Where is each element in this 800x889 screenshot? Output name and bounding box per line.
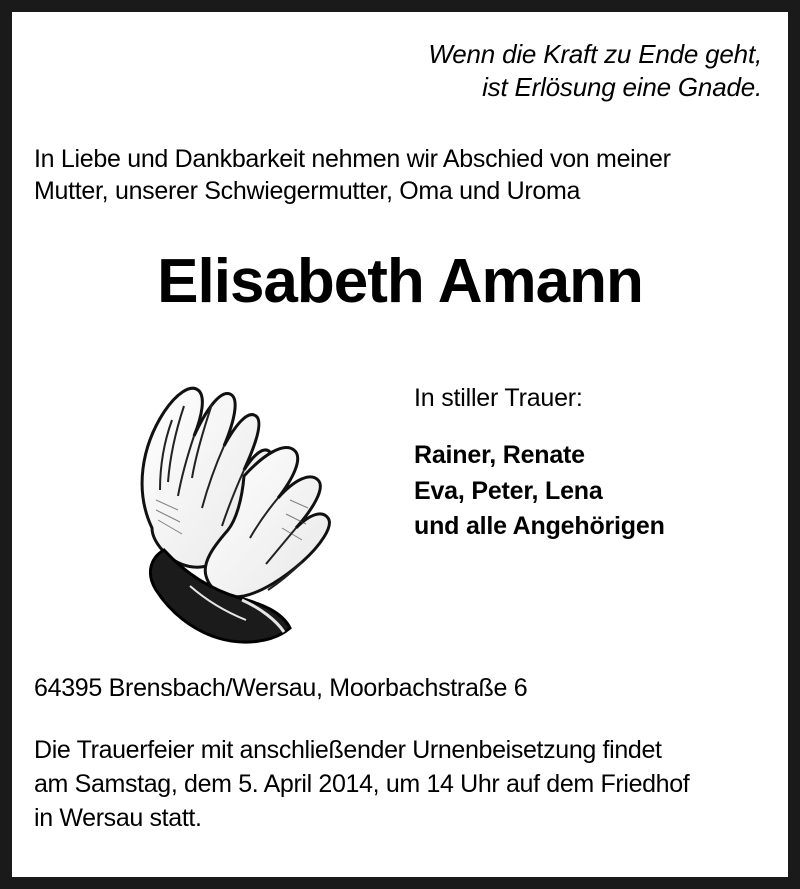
address-line: 64395 Brensbach/Wersau, Moorbachstraße 6 (34, 673, 528, 702)
mourner-line-3: und alle Angehörigen (414, 512, 665, 541)
mourners-names (414, 438, 665, 545)
intro-text (34, 143, 766, 208)
service-line-3: in Wersau statt. (34, 803, 202, 832)
middle-section (34, 350, 766, 650)
mourner-line-2: Eva, Peter, Lena (414, 476, 603, 505)
deceased-name: Elisabeth Amann (157, 246, 643, 316)
mourners-block (414, 382, 665, 545)
verse-line-2: ist Erlösung eine Gnade. (482, 72, 762, 103)
praying-hands-icon (94, 350, 364, 650)
service-details (34, 733, 766, 835)
memorial-verse (34, 38, 762, 105)
mourner-line-1: Rainer, Renate (414, 441, 585, 470)
service-line-1: Die Trauerfeier mit anschließender Urnenbeisetzung findet (34, 735, 662, 764)
obituary-inner-frame (12, 12, 788, 877)
mourning-label: In stiller Trauer: (414, 383, 583, 412)
service-line-2: am Samstag, dem 5. April 2014, um 14 Uhr auf dem Friedhof (34, 769, 690, 798)
intro-line-1: In Liebe und Dankbarkeit nehmen wir Abschied von meiner (34, 144, 671, 173)
intro-line-2: Mutter, unserer Schwiegermutter, Oma und Uroma (34, 177, 581, 206)
verse-line-1: Wenn die Kraft zu Ende geht, (428, 39, 762, 69)
